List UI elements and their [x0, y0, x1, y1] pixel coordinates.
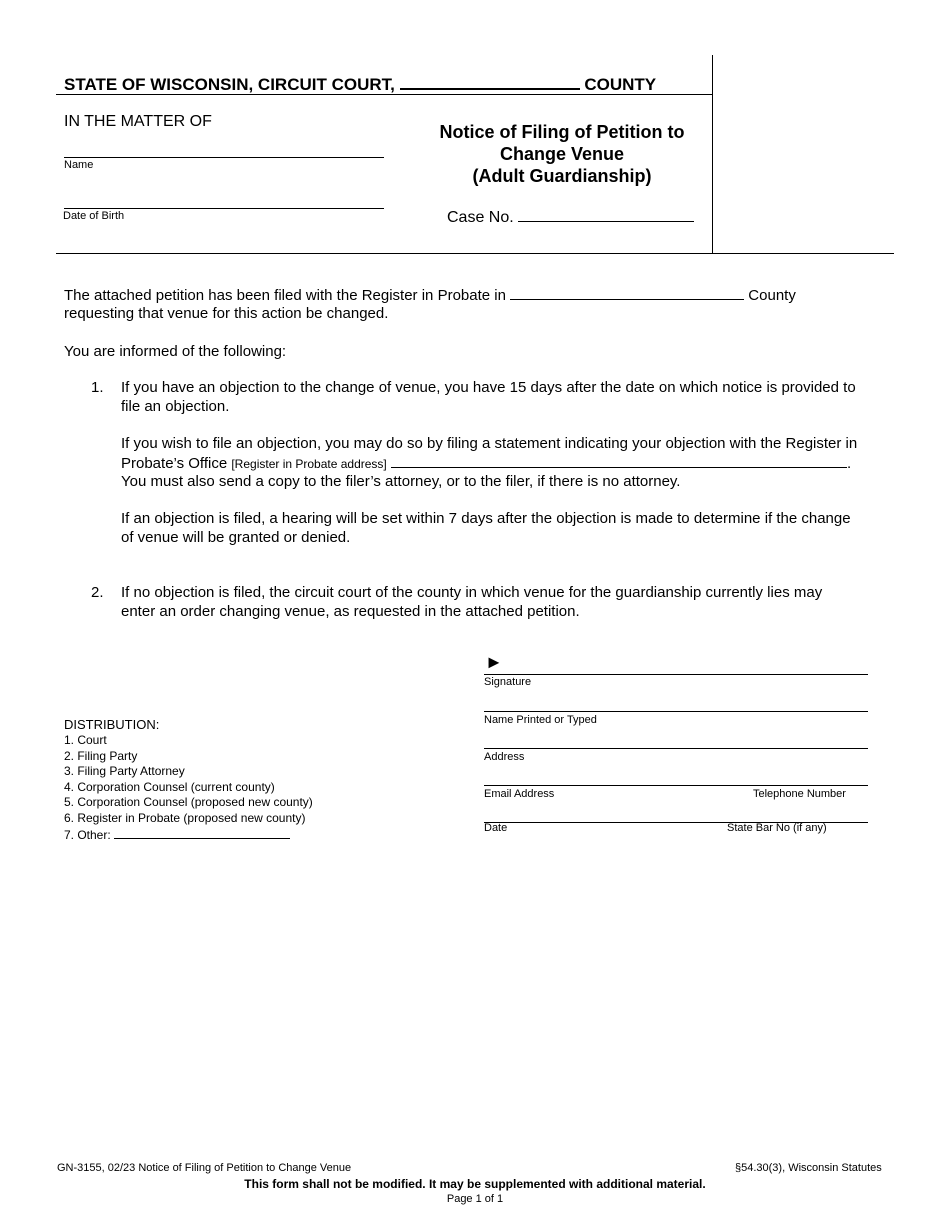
name-printed-field[interactable]	[484, 711, 868, 712]
intro-line-1	[64, 285, 796, 305]
intro-text-1: The attached petition has been filed with the Register in Probate in	[64, 287, 506, 304]
statute: §54.30(3), Wisconsin Statutes	[735, 1162, 882, 1174]
distribution-item-other	[64, 826, 313, 844]
title-line-3: (Adult Guardianship)	[472, 166, 652, 186]
item-1-para-2-line-1: If you wish to file an objection, you may do so by filing a statement indicating your objection with the Register in	[121, 435, 858, 452]
form-id: GN-3155, 02/23 Notice of Filing of Petition to Change Venue	[57, 1162, 352, 1174]
distribution-item: 6. Register in Probate (proposed new county)	[64, 810, 306, 825]
distribution-item: 2. Filing Party	[64, 748, 138, 763]
item-1-para-2-line-3: You must also send a copy to the filer’s attorney, or to the filer, if there is no attorney.	[121, 473, 681, 490]
intro-text-2: County	[748, 287, 796, 304]
signature-arrow-icon: ►	[485, 652, 503, 672]
title-line-1: Notice of Filing of Petition to	[439, 122, 685, 142]
case-no-field[interactable]	[518, 207, 694, 222]
distribution-item: 4. Corporation Counsel (current county)	[64, 779, 275, 794]
court-suffix: COUNTY	[584, 75, 657, 94]
modification-notice: This form shall not be modified. It may be supplemented with additional material.	[244, 1177, 706, 1191]
page-number: Page 1 of 1	[446, 1193, 504, 1205]
item-2-line-2: enter an order changing venue, as requested in the attached petition.	[121, 603, 580, 620]
distribution-item: 5. Corporation Counsel (proposed new county)	[64, 795, 313, 809]
case-no-label: Case No.	[447, 209, 514, 226]
title-line-2: Change Venue	[499, 144, 625, 164]
item-1-para-2-line-2	[121, 453, 851, 474]
item-2-line-1: If no objection is filed, the circuit court of the county in which venue for the guardianship currently lies may	[121, 584, 823, 601]
address-hint: [Register in Probate address]	[231, 457, 387, 471]
form-title	[412, 121, 712, 187]
signature-label: Signature	[484, 676, 532, 688]
court-heading	[64, 70, 656, 95]
item-1-number: 1.	[91, 379, 104, 396]
phone-label: Telephone Number	[753, 788, 846, 800]
email-label: Email Address	[484, 788, 555, 800]
item-1-para-3-line-1: If an objection is filed, a hearing will be set within 7 days after the objection is made to determine if the change	[121, 510, 851, 527]
distribution-list	[64, 733, 313, 844]
dob-field[interactable]	[64, 208, 384, 209]
intro-line-2: requesting that venue for this action be changed.	[64, 305, 389, 322]
distribution-item: 3. Filing Party Attorney	[64, 764, 185, 778]
other-label: 7. Other:	[64, 828, 111, 842]
case-number	[447, 207, 694, 227]
period: .	[846, 455, 852, 472]
date-label: Date	[484, 822, 508, 834]
court-prefix: STATE OF WISCONSIN, CIRCUIT COURT,	[64, 75, 395, 94]
signature-field[interactable]	[484, 674, 868, 675]
name-printed-label: Name Printed or Typed	[484, 714, 597, 726]
item-2-number: 2.	[91, 584, 104, 601]
filing-county-field[interactable]	[510, 285, 744, 300]
probate-address-field[interactable]	[391, 453, 847, 468]
distribution-item: 1. Court	[64, 733, 107, 747]
county-field[interactable]	[400, 70, 580, 90]
caption-bottom-rule	[56, 253, 894, 254]
item-1-line-1: If you have an objection to the change of venue, you have 15 days after the date on which notice is provided to	[121, 379, 856, 396]
informed-text: You are informed of the following:	[64, 343, 287, 360]
item-1-line-2: file an objection.	[121, 398, 230, 415]
matter-label: IN THE MATTER OF	[64, 113, 212, 130]
dob-label: Date of Birth	[63, 210, 125, 222]
bar-label: State Bar No (if any)	[727, 822, 827, 834]
caption-vertical-divider	[712, 55, 713, 253]
name-label: Name	[64, 159, 94, 171]
address-field[interactable]	[484, 748, 868, 749]
address-label: Address	[484, 751, 525, 763]
item-1-para-3-line-2: of venue will be granted or denied.	[121, 529, 351, 546]
email-phone-field[interactable]	[484, 785, 868, 786]
probate-office-text: Probate’s Office	[121, 455, 228, 472]
other-field[interactable]	[114, 826, 290, 839]
caption-top-rule	[56, 94, 712, 95]
name-field[interactable]	[64, 157, 384, 158]
distribution-heading: DISTRIBUTION:	[64, 717, 160, 732]
